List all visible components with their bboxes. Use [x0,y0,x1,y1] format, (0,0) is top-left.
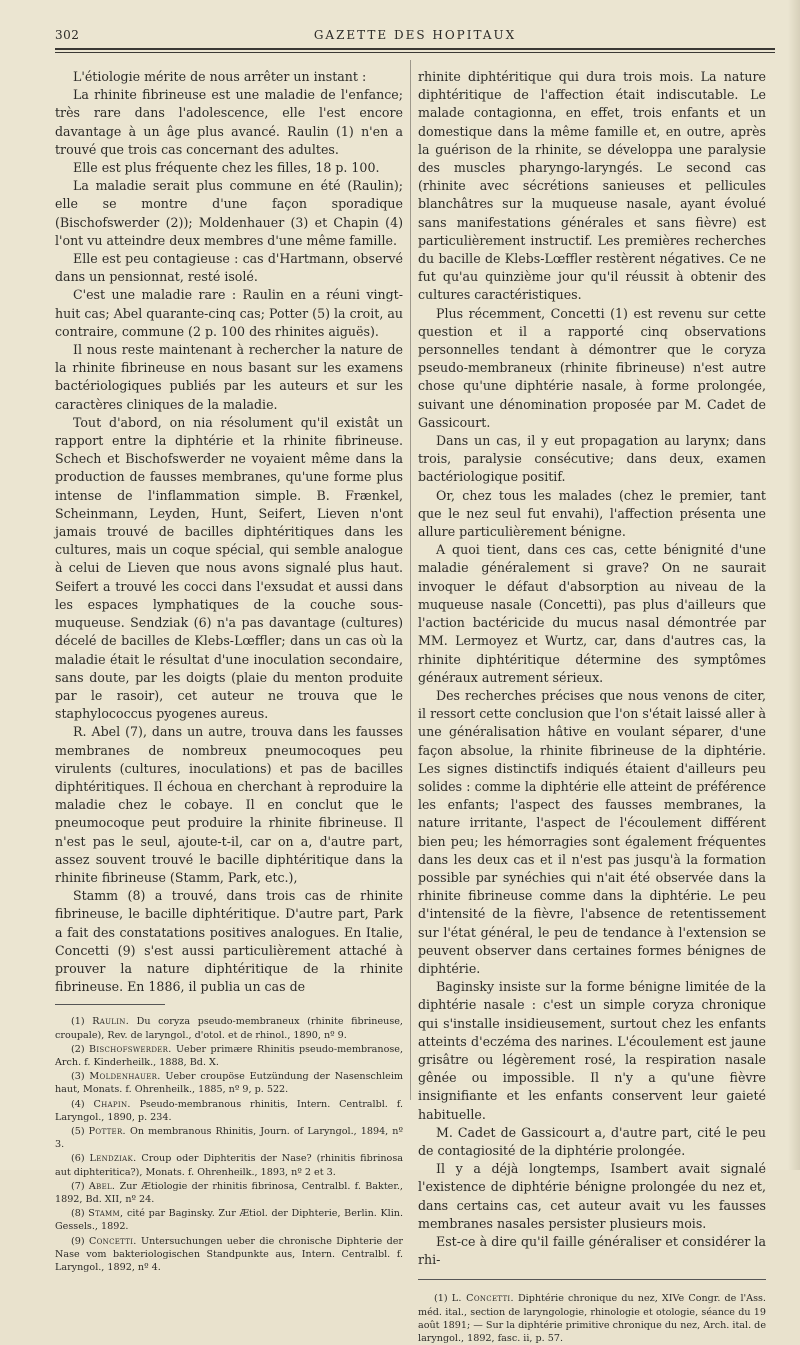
paragraph: C'est une maladie rare : Raulin en a réuni vingt-huit cas; Abel quarante-cinq cas; Potter (5) la croit, au contraire, commune (2 p. 100 des rhinites aiguës). [55,287,403,339]
footnote [418,1292,766,1345]
footnote-author: Bischofswerder. [88,1043,172,1055]
footnote [55,1015,403,1041]
paragraph: Or, chez tous les malades (chez le premier, tant que le nez seul fut envahi), l'affection présenta une allure particulièrement bénigne. [418,487,766,540]
footnote-number: (4) [71,1098,85,1110]
footnote-number: (5) [71,1125,85,1137]
footnote [55,1043,403,1069]
paragraph: Elle est peu contagieuse : cas d'Hartmann, observé dans un pensionnat, resté isolé. [55,251,403,285]
footnote-author: Potter. [88,1125,126,1137]
paragraph: L'étiologie mérite de nous arrêter un instant : [73,69,367,84]
footnotes-rule [418,1279,766,1280]
paragraph: M. Cadet de Gassicourt a, d'autre part, cité le peu de contagiosité de la diphtérie prolongée. [418,1124,766,1158]
footnote-author: Abel. [88,1180,116,1192]
column-divider [410,60,411,1100]
paragraph: Des recherches précises que nous venons de citer, il ressort cette conclusion que l'on s'était laissé aller à une généralisation hâtive en voulant séparer, d'une façon absolue, la rhinite fibrineuse de la diphtérie. Les signes distinctifs indiqués étaient d'ailleurs peu solides : comme la diphtérie elle atteint de préférence les enfants; l'aspect des fausses membranes, la nature irritante, l'aspect de l'écoulement différent bien peu; les hémorragies sont également fréquentes dans les deux cas et il n'est pas jusqu'à la formation possible par synéchies qui n'ait été observée dans la rhinite fibrineuse comme dans la diphtérie. Le peu d'intensité de la fièvre, l'absence de retentissement sur l'état général, le peu de tendance à l'extension se peuvent observer dans certaines formes bénignes de diphtérie. [418,687,766,976]
paragraph: La maladie serait plus commune en été (Raulin); elle se montre d'une façon sporadique (Bischofswerder (2)); Moldenhauer (3) et Chapin (4) l'ont vu atteindre deux membres d'une même famille. [55,178,403,248]
paragraph: Plus récemment, Concetti (1) est revenu sur cette question et il a rapporté cinq observations personnelles tendant à démontrer que le coryza pseudo-membraneux (rhinite fibrineuse) n'est autre chose qu'une diphtérie nasale, à forme prolongée, suivant une dénomination proposée par M. Cadet de Gassicourt. [418,305,766,430]
paragraph: Est-ce à dire qu'il faille généraliser et considérer la rhi- [418,1234,766,1268]
right-column [418,68,767,1345]
footnote-number: (9) [71,1235,85,1247]
footnote-text: Ueber croupöse Eutzündung der Nasenschleim haut, Monats. f. Ohrenheilk., 1885, nº 9, p. 522. [55,1071,403,1096]
footnote-text: Pseudo-membranous rhinitis, Intern. Centralbl. f. Laryngol., 1890, p. 234. [55,1098,403,1123]
paragraph: A quoi tient, dans ces cas, cette bénignité d'une maladie généralement si grave? On ne saurait invoquer le défaut d'absorption au niveau de la muqueuse nasale (Concetti), pas plus d'ailleurs que l'action bactéricide du mucus nasal démontrée par MM. Lermoyez et Wurtz, car, dans d'autres cas, la rhinite diphtéritique détermine des symptômes généraux autrement sérieux. [418,542,766,685]
footnote-text: Du coryza pseudo-membraneux (rhinite fibrineuse, croupale), Rev. de laryngol., d'otol. et de rhinol., 1890, nº 9. [55,1016,403,1041]
footnote [55,1125,403,1151]
footnote-author: L. Concetti. [451,1293,514,1305]
footnote [55,1207,403,1233]
footnote-number: (1) [71,1016,85,1028]
footnote-author: Stamm, [88,1208,124,1220]
footnote-author: Moldenhauer. [89,1071,161,1083]
footnote-text: On membranous Rhinitis, Journ. of Laryngol., 1894, nº 3. [55,1125,403,1151]
footnote-text: Diphtérie chronique du nez, XIVe Congr. de l'Ass. méd. ital., section de laryngologie, rhinologie et otologie, séance du 19 août 1891; — Sur la diphtérie primitive chronique du nez, Arch. ital. de laryngol., 1892, fasc. ii, p. 57. [418,1293,767,1345]
page-edge-shadow [788,0,800,1170]
footnote-text: Ueber primære Rhinitis pseudo-membranose, Arch. f. Kinderheilk., 1888, Bd. X. [55,1043,403,1068]
footnote-number: (8) [71,1208,85,1220]
header-rule-thin [55,52,775,53]
footnotes-rule [55,1004,165,1005]
footnote-number: (6) [71,1153,85,1165]
footnote [55,1098,403,1124]
footnote-author: Concetti. [88,1235,137,1247]
footnote-text: cité par Baginsky. Zur Ætiol. der Diphterie, Berlin. Klin. Gessels., 1892. [55,1208,403,1233]
header-rule [55,48,775,50]
footnote [55,1235,403,1275]
footnote [55,1070,403,1096]
paragraph: Dans un cas, il y eut propagation au larynx; dans trois, paralysie consécutive; dans deux, examen bactériologique positif. [418,433,766,485]
page-number: 302 [55,28,80,42]
paragraph: Il nous reste maintenant à rechercher la nature de la rhinite fibrineuse en nous basant sur les examens bactériologiques publiés par les auteurs et sur les caractères cliniques de la maladie. [55,342,403,412]
footnote-author: Lendziak. [89,1153,137,1165]
footnote-text: Untersuchungen ueber die chronische Diphterie der Nase vom bakteriologischen Standpunkte aus, Intern. Centralbl. f. Laryngol., 1892, nº 4. [55,1235,403,1274]
footnote-text: Croup oder Diphteritis der Nase? (rhinitis fibrinosa aut diphteritica?), Monats. f. Ohrenheilk., 1893, nº 2 et 3. [55,1153,403,1178]
footnote [55,1180,403,1206]
paragraph: La rhinite fibrineuse est une maladie de l'enfance; très rare dans l'adolescence, elle l'est encore davantage à un âge plus avancé. Raulin (1) n'en a trouvé que trois cas concernant des adultes. [55,87,403,157]
footnote [55,1152,403,1178]
paragraph: R. Abel (7), dans un autre, trouva dans les fausses membranes de nombreux pneumocoques peu virulents (cultures, inoculations) et pas de bacilles diphtéritiques. Il échoua en cherchant à reproduire la maladie chez le cobaye. Il en conclut que le pneumocoque peut produire la rhinite fibrineuse. Il n'est pas le seul, ajoute-t-il, car on a, d'autre part, assez souvent trouvé le bacille diphtéritique dans la rhinite fibrineuse (Stamm, Park, etc.), [55,724,403,885]
footnote-author: Raulin. [92,1016,130,1028]
paragraph: Tout d'abord, on nia résolument qu'il existât un rapport entre la diphtérie et la rhinite fibrineuse. Schech et Bischofswerder ne voyaient même dans la production de fausses membranes, qu'une forme plus intense de l'inflammation simple. B. Frænkel, Scheinmann, Leyden, Hunt, Seifert, Lieven n'ont jamais trouvé de bacilles diphtéritiques dans les cultures, mais un coque spécial, qui semble analogue à celui de Lieven que nous avons signalé plus haut. Seifert a trouvé les cocci dans l'exsudat et aussi dans les espaces lymphatiques de la couche sous-muqueuse. Sendziak (6) n'a pas davantage (cultures) décelé de bacilles de Klebs-Lœffler; dans un cas où la maladie était le résultat d'une inoculation secondaire, sans doute, par les doigts (plaie du menton produite par le rasoir), cet auteur ne trouva que le staphylococcus pyogenes aureus. [55,414,403,722]
footnote-number: (7) [71,1180,85,1192]
footnote-text: Zur Ætiologie der rhinitis fibrinosa, Centralbl. f. Bakter., 1892, Bd. XII, nº 24. [55,1180,403,1205]
footnote-number: (3) [71,1071,85,1083]
paragraph: Il y a déjà longtemps, Isambert avait signalé l'existence de diphtérie bénigne prolongée du nez et, dans certains cas, cet auteur avait vu les fausses membranes nasales persister plusieurs mois. [418,1161,766,1231]
footnote-number: (2) [71,1043,85,1055]
paragraph: rhinite diphtéritique qui dura trois mois. La nature diphtéritique de l'affection était indiscutable. Le malade contagionna, en effet, trois enfants et un domestique dans la même famille et, en outre, après la guérison de la rhinite, se développa une paralysie des muscles pharyngo-laryngés. Le second cas (rhinite avec sécrétions sanieuses et pellicules blanchâtres sur la muqueuse nasale, ayant évolué sans manifestations générales et sans fièvre) est particulièrement instructif. Les premières recherches du bacille de Klebs-Lœffler restèrent négatives. Ce ne fut qu'au quinzième jour qu'il réussit à obtenir des cultures caractéristiques. [418,69,766,303]
running-title: GAZETTE DES HOPITAUX [313,28,517,42]
footnote-author: Chapin. [93,1098,131,1110]
left-column [55,68,403,1274]
paragraph: Baginsky insiste sur la forme bénigne limitée de la diphtérie nasale : c'est un simple coryza chronique qui s'installe insidieusement, surtout chez les enfants atteints d'eczéma des narines. L'écoulement est jaune grisâtre ou légèrement rosé, la respiration nasale gênée ou impossible. Il n'y a qu'une fièvre insignifiante et les enfants conservent leur gaieté habituelle. [418,979,766,1122]
paragraph: Elle est plus fréquente chez les filles, 18 p. 100. [73,160,380,176]
paragraph: Stamm (8) a trouvé, dans trois cas de rhinite fibrineuse, le bacille diphtéritique. D'autre part, Park a fait des constatations positives analogues. En Italie, Concetti (9) s'est aussi particulièrement attaché à prouver la nature diphtéritique de la rhinite fibrineuse. En 1886, il publia un cas de [55,888,403,995]
footnote-number: (1) [434,1293,448,1305]
